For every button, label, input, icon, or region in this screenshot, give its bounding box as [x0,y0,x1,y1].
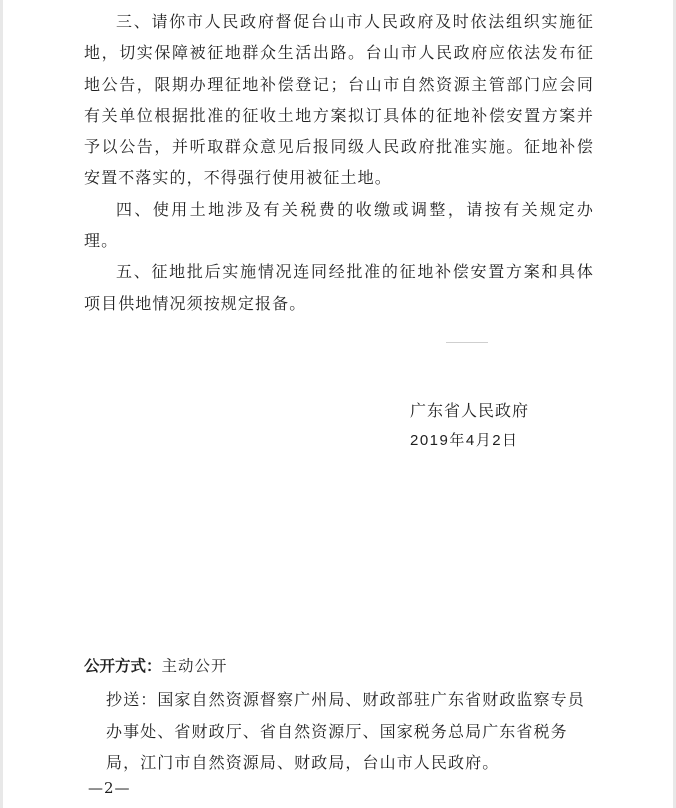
paragraph-five: 五、征地批后实施情况连同经批准的征地补偿安置方案和具体项目供地情况须按规定报备。 [84,262,594,313]
document-body [84,6,594,319]
disclosure-label: 公开方式： [84,657,162,675]
copy-to-label: 抄送： [106,690,158,709]
issue-date: 2019年4月2日 [410,432,519,449]
page-number: —2— [88,779,131,797]
scan-edge-left [0,0,3,808]
issuing-authority: 广东省人民政府 [410,401,530,420]
signature-block [410,396,529,456]
disclosure-value: 主动公开 [161,657,228,675]
copy-to-block [106,684,586,779]
paragraph-three: 三、请你市人民政府督促台山市人民政府及时依法组织实施征地，切实保障被征地群众生活出路。台山市人民政府应依法发布征地公告，限期办理征地补偿登记；台山市自然资源主管部门应会同有关单位根据批准的征收土地方案拟订具体的征地补偿安置方案并予以公告，并听取群众意见后报同级人民政府批准实施。征地补偿安置不落实的，不得强行使用被征土地。 [84,12,594,188]
copy-to-recipients: 国家自然资源督察广州局、财政部驻广东省财政监察专员办事处、省财政厅、省自然资源厅、国家税务总局广东省税务局，江门市自然资源局、财政局，台山市人民政府。 [106,690,585,772]
paragraph-four: 四、使用土地涉及有关税费的收缴或调整，请按有关规定办理。 [84,199,594,251]
scan-mark [446,342,488,343]
disclosure-line [84,652,228,680]
